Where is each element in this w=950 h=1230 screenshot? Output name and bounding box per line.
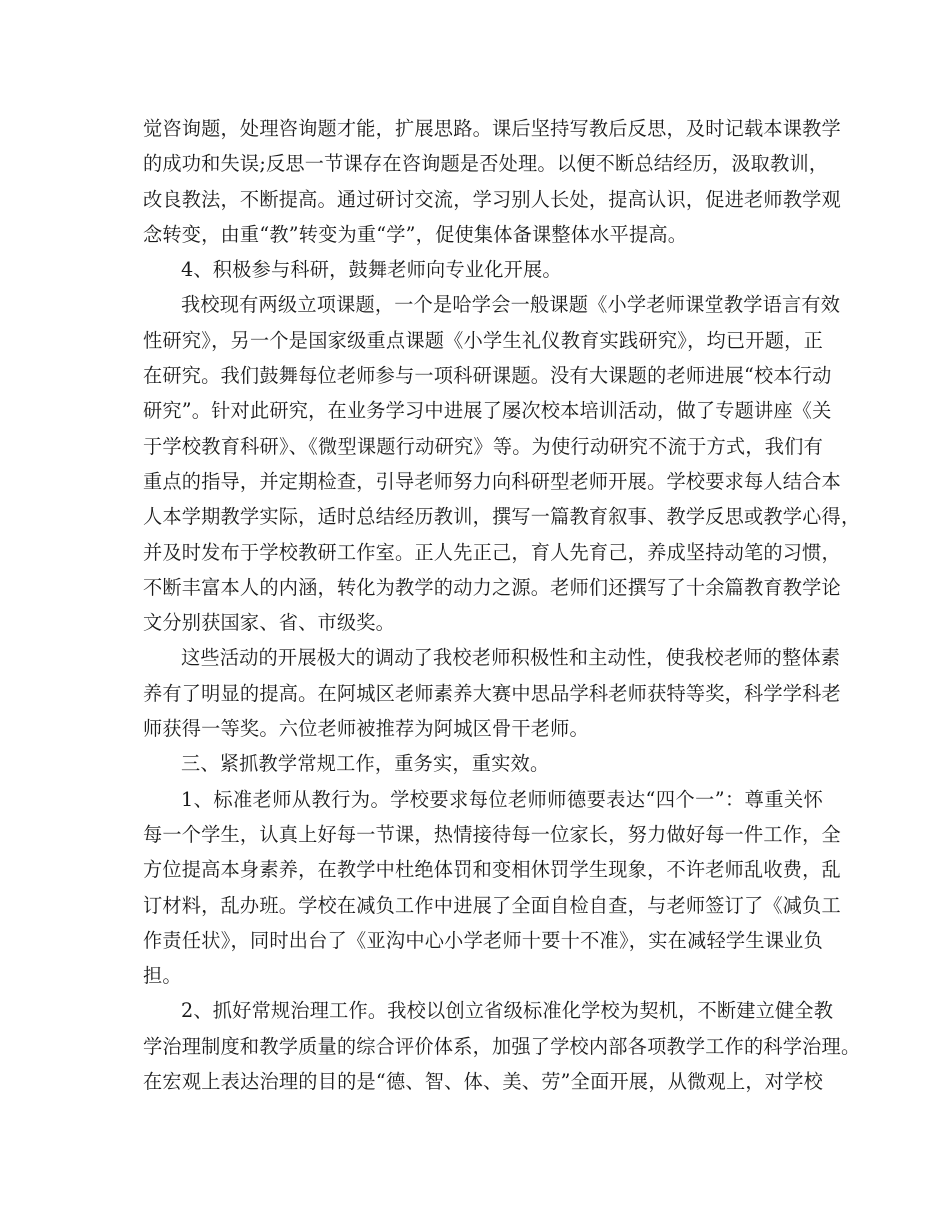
text-line: 养有了明显的提高。在阿城区老师素养大赛中思品学科老师获特等奖，科学学科老 bbox=[143, 681, 841, 705]
text-line: 我校现有两级立项课题，一个是哈学会一般课题《小学老师课堂教学语言有效 bbox=[181, 293, 841, 317]
text-line: 作责任状》，同时出台了《亚沟中心小学老师十要十不准》，实在减轻学生课业负 bbox=[143, 928, 823, 952]
section-heading: 三、紧抓教学常规工作，重务实，重实效。 bbox=[181, 752, 550, 776]
document-body bbox=[143, 111, 861, 1099]
text-line: 人本学期教学实际，适时总结经历教训，撰写一篇教育叙事、教学反思或教学心得， bbox=[143, 505, 861, 529]
text-line: 这些活动的开展极大的调动了我校老师积极性和主动性，使我校老师的整体素 bbox=[181, 646, 841, 670]
text-line: 师获得一等奖。六位老师被推荐为阿城区骨干老师。 bbox=[143, 717, 589, 741]
text-line: 性研究》，另一个是国家级重点课题《小学生礼仪教育实践研究》，均已开题，正 bbox=[143, 328, 823, 352]
text-line: 担。 bbox=[143, 964, 182, 988]
text-line: 在研究。我们鼓舞每位老师参与一项科研课题。没有大课题的老师进展“校本行动 bbox=[143, 364, 832, 388]
text-line: 订材料，乱办班。学校在减负工作中进展了全面自检自查，与老师签订了《减负工 bbox=[143, 893, 841, 917]
text-line: 1、标准老师从教行为。学校要求每位老师师德要表达“四个一”：尊重关怀 bbox=[181, 787, 823, 811]
text-line: 每一个学生，认真上好每一节课，热情接待每一位家长，努力做好每一件工作，全 bbox=[143, 822, 841, 846]
section-heading: 4、积极参与科研，鼓舞老师向专业化开展。 bbox=[181, 258, 562, 282]
text-line: 不断丰富本人的内涵，转化为教学的动力之源。老师们还撰写了十余篇教育教学论 bbox=[143, 575, 841, 599]
text-line: 方位提高本身素养，在教学中杜绝体罚和变相休罚学生现象，不许老师乱收费，乱 bbox=[143, 858, 841, 882]
text-line: 改良教法，不断提高。通过研讨交流，学习别人长处，提高认识，促进老师教学观 bbox=[143, 187, 841, 211]
text-line: 觉咨询题，处理咨询题才能，扩展思路。课后坚持写教后反思，及时记载本课教学 bbox=[143, 117, 841, 140]
text-line: 重点的指导，并定期检查，引导老师努力向科研型老师开展。学校要求每人结合本 bbox=[143, 469, 841, 493]
text-line: 2、抓好常规治理工作。我校以创立省级标准化学校为契机，不断建立健全教 bbox=[181, 999, 834, 1023]
text-line: 并及时发布于学校教研工作室。正人先正己，育人先育己，养成坚持动笔的习惯， bbox=[143, 540, 841, 564]
text-line: 在宏观上表达治理的目的是“德、智、体、美、劳”全面开展，从微观上，对学校 bbox=[143, 1070, 823, 1094]
text-line: 研究”。针对此研究，在业务学习中进展了屡次校本培训活动，做了专题讲座《关 bbox=[143, 399, 832, 423]
text-line: 于学校教育科研》、《微型课题行动研究》等。为使行动研究不流于方式，我们有 bbox=[143, 434, 823, 458]
text-line: 念转变，由重“教”转变为重“学”，促使集体备课整体水平提高。 bbox=[143, 222, 688, 246]
text-line: 文分别获国家、省、市级奖。 bbox=[143, 611, 396, 635]
text-line: 学治理制度和教学质量的综合评价体系，加强了学校内部各项教学工作的科学治理。 bbox=[143, 1034, 861, 1058]
text-line: 的成功和失误;反思一节课存在咨询题是否处理。以便不断总结经历，汲取教训， bbox=[143, 152, 829, 176]
